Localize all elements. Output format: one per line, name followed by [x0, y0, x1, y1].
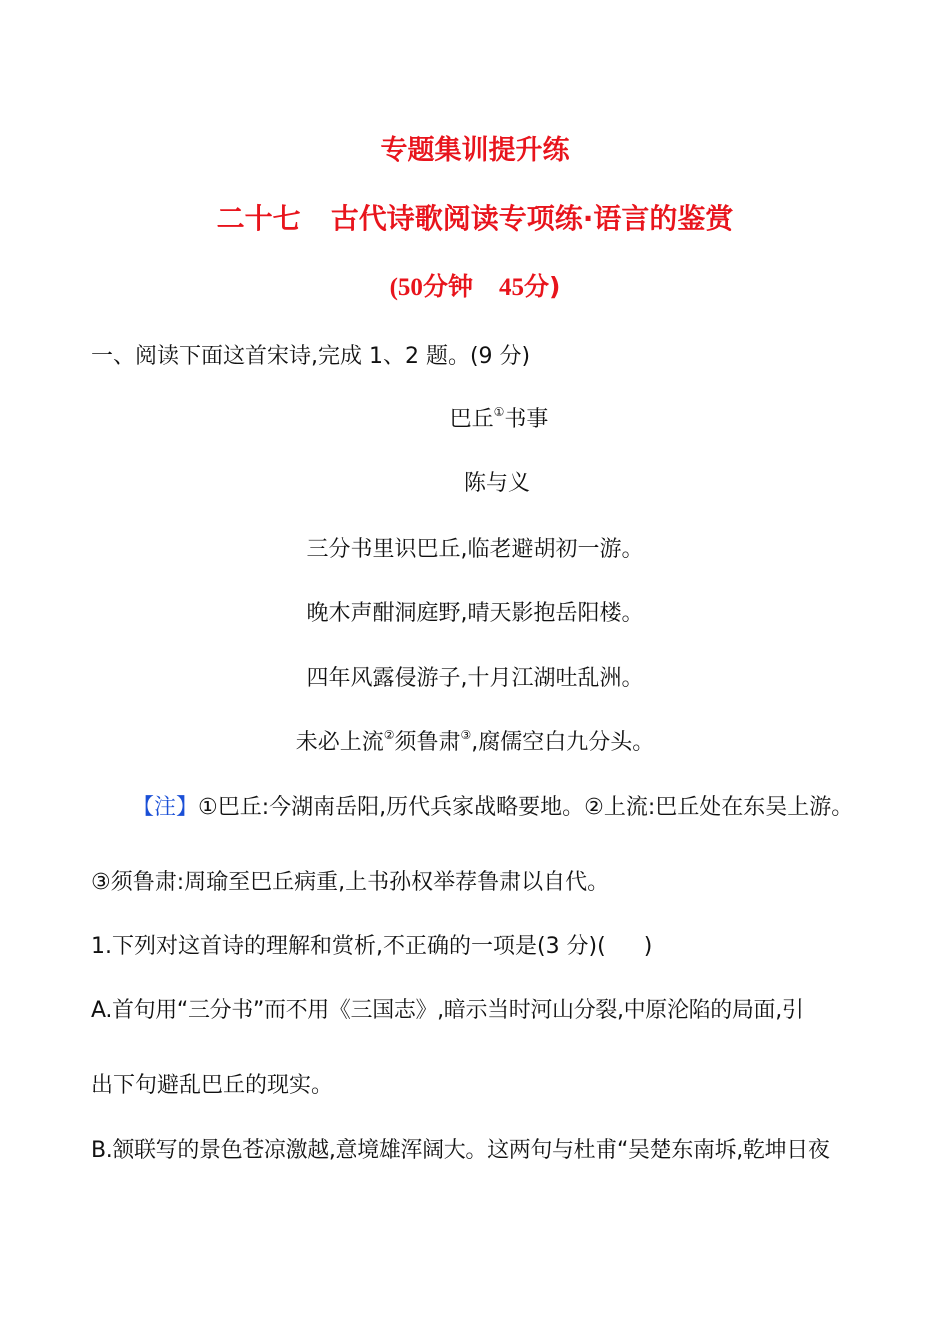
option-b-line-1: B.颔联写的景色苍凉激越,意境雄浑阔大。这两句与杜甫“吴楚东南坼,乾坤日夜 [91, 1138, 830, 1163]
time-open: (50 [389, 274, 423, 301]
poem-line-4-note-mark-1: ② [383, 728, 395, 742]
poem-line-4-part1: 未必上流 [295, 730, 384, 755]
poem-title [24, 405, 950, 435]
unit-title: 古代诗歌阅读专项练·语言的鉴赏 [330, 202, 734, 235]
notes-line-2: ③须鲁肃:周瑜至巴丘病重,上书孙权举荐鲁肃以自代。 [91, 870, 610, 895]
poem-line-3: 四年风露侵游子,十月江湖吐乱洲。 [306, 666, 644, 691]
notes-line-1 [132, 793, 853, 823]
question-1-stem-text: 1.下列对这首诗的理解和赏析,不正确的一项是(3 分)( [91, 934, 606, 959]
question-1-stem [91, 932, 652, 962]
score-close: 分) [523, 272, 561, 301]
series-title: 专题集训提升练 [380, 135, 570, 166]
unit-number: 二十七 [216, 202, 301, 235]
notes-text-1: ①巴丘:今湖南岳阳,历代兵家战略要地。②上流:巴丘处在东吴上游。 [198, 795, 854, 820]
section-instruction: 一、阅读下面这首宋诗,完成 1、2 题。(9 分) [91, 344, 531, 369]
poem-title-note-mark: ① [493, 405, 505, 419]
time-minutes: 分钟 [422, 272, 473, 301]
poem-line-4-note-mark-2: ③ [460, 728, 472, 742]
score-value: 45 [498, 274, 524, 301]
time-score-line [0, 270, 950, 305]
option-a-line-2: 出下句避乱巴丘的现实。 [91, 1073, 334, 1098]
question-1-stem-close: ) [643, 934, 653, 959]
poem-line-4-part3: ,腐儒空白九分头。 [471, 730, 655, 755]
poem-line-4 [0, 728, 950, 758]
poem-author: 陈与义 [463, 471, 530, 496]
option-a-line-1: A.首句用“三分书”而不用《三国志》,暗示当时河山分裂,中原沦陷的局面,引 [91, 998, 804, 1023]
poem-title-part2: 书事 [504, 407, 549, 432]
poem-title-part1: 巴丘 [449, 407, 494, 432]
poem-line-4-part2: 须鲁肃 [394, 730, 461, 755]
poem-line-1: 三分书里识巴丘,临老避胡初一游。 [306, 537, 644, 562]
poem-line-2: 晚木声酣洞庭野,晴天影抱岳阳楼。 [306, 601, 644, 626]
notes-tag: 【注】 [132, 795, 199, 820]
unit-title-line [0, 201, 950, 237]
